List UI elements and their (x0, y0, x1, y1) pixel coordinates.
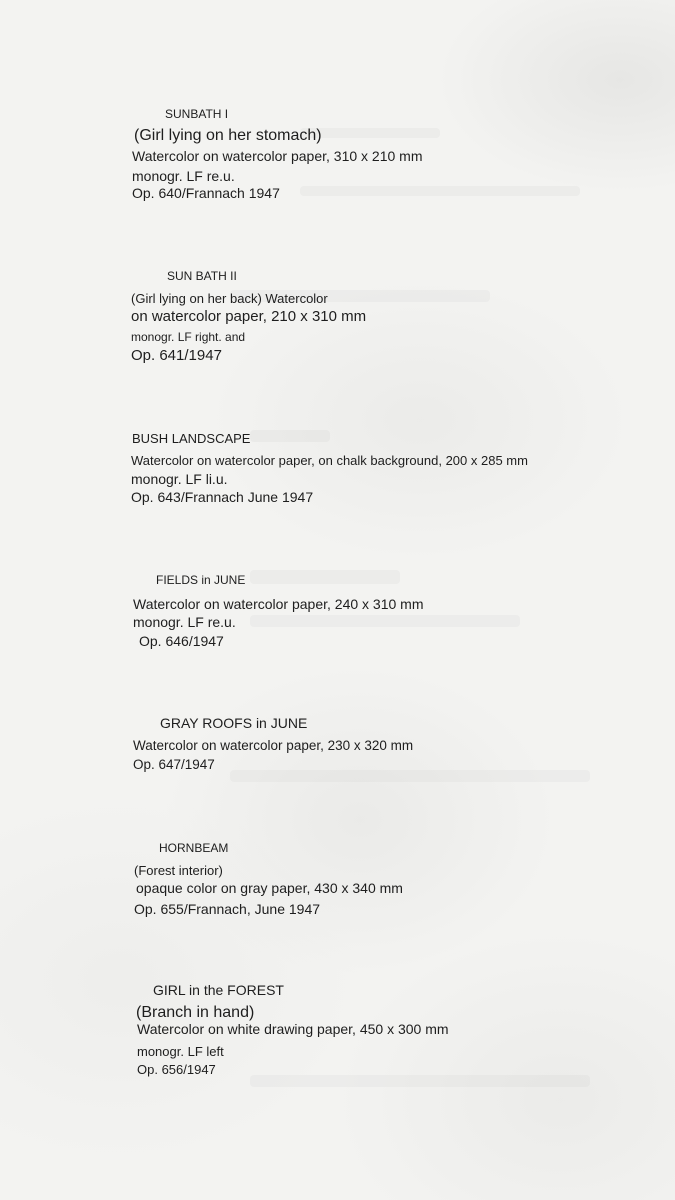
entry-line: Op. 640/Frannach 1947 (132, 185, 280, 201)
entry-title: SUN BATH II (167, 269, 237, 283)
entry-line: Watercolor on watercolor paper, on chalk background, 200 x 285 mm (131, 453, 528, 468)
entry-line: Op. 643/Frannach June 1947 (131, 489, 314, 505)
entry-line: monogr. LF re.u. (132, 168, 235, 184)
entry-title: SUNBATH I (165, 107, 229, 121)
entry-line: Op. 655/Frannach, June 1947 (134, 901, 321, 917)
entry-line: (Girl lying on her back) Watercolor (131, 291, 328, 306)
entry-title: GIRL in the FOREST (153, 982, 284, 998)
entry-title: GRAY ROOFS in JUNE (160, 715, 308, 731)
entry-line: Watercolor on watercolor paper, 310 x 210 mm (132, 148, 423, 164)
entry-line: opaque color on gray paper, 430 x 340 mm (136, 880, 403, 896)
entry-line: monogr. LF li.u. (131, 471, 228, 487)
entry-title: BUSH LANDSCAPE (132, 431, 251, 446)
entry-title: HORNBEAM (159, 841, 229, 855)
entry-line: Op. 641/1947 (131, 347, 222, 364)
entry-line: (Girl lying on her stomach) (134, 127, 322, 144)
entry-line: monogr. LF left (137, 1044, 224, 1059)
bleed-through-smudge (230, 770, 590, 782)
entry-line: Watercolor on watercolor paper, 230 x 320 mm (133, 738, 414, 753)
bleed-through-smudge (250, 615, 520, 627)
bleed-through-smudge (250, 570, 400, 584)
entry-line: monogr. LF right. and (131, 330, 246, 344)
entry-title: FIELDS in JUNE (156, 573, 246, 587)
entry-line: Op. 656/1947 (137, 1062, 216, 1077)
entry-line: monogr. LF re.u. (133, 614, 236, 630)
entry-line: Watercolor on white drawing paper, 450 x 300 mm (137, 1021, 449, 1037)
bleed-through-smudge (300, 186, 580, 196)
entry-line: Op. 647/1947 (133, 757, 215, 772)
entry-line: (Forest interior) (134, 863, 223, 878)
entry-line: (Branch in hand) (136, 1004, 255, 1021)
bleed-through-smudge (250, 430, 330, 442)
bleed-through-smudge (250, 1075, 590, 1087)
entry-line: on watercolor paper, 210 x 310 mm (131, 308, 367, 325)
entry-line: Op. 646/1947 (139, 633, 224, 649)
entry-line: Watercolor on watercolor paper, 240 x 310 mm (133, 596, 424, 612)
